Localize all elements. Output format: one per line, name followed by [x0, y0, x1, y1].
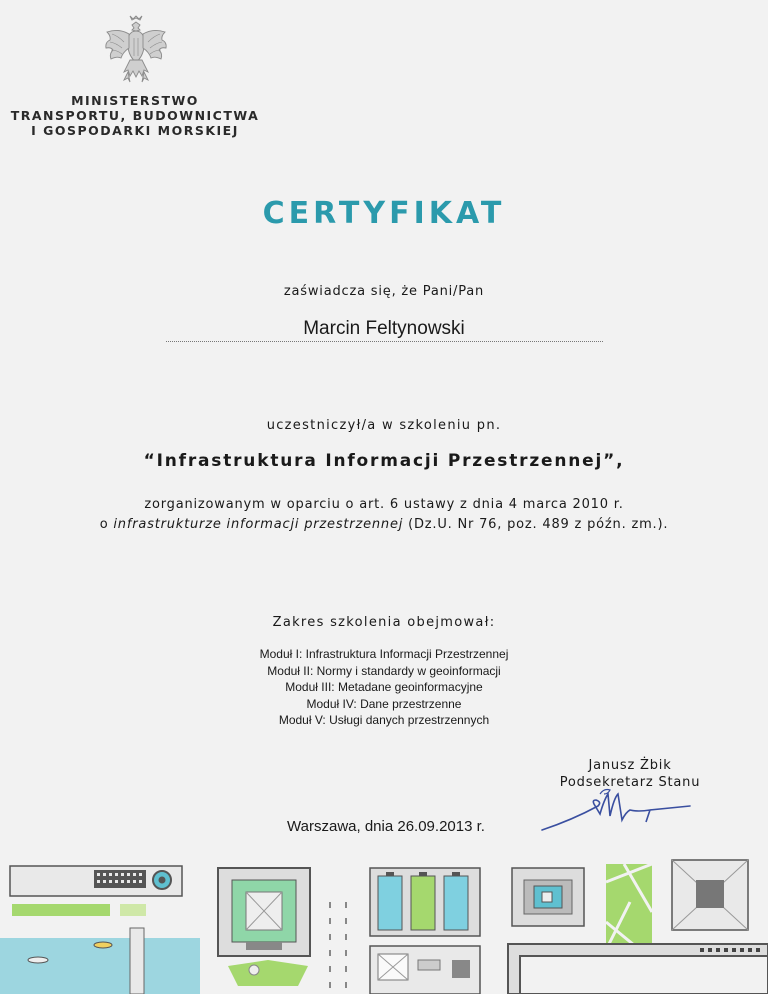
- scope-title: Zakres szkolenia obejmował:: [272, 615, 496, 630]
- legal-act-title: infrastrukturze informacji przestrzennej: [113, 517, 404, 532]
- module-item: Moduł I: Infrastruktura Informacji Przestrzennej: [259, 647, 509, 661]
- module-list: [0, 646, 768, 729]
- place-and-date: Warszawa, dnia 26.09.2013 r.: [287, 818, 485, 835]
- polish-eagle-emblem-icon: [102, 14, 170, 86]
- recipient-name: Marcin Feltynowski: [303, 318, 465, 339]
- intro-text: zaświadcza się, że Pani/Pan: [283, 284, 485, 299]
- module-item: Moduł II: Normy i standardy w geoinformacji: [267, 663, 501, 678]
- ministry-line-3: I GOSPODARKI MORSKIEJ: [31, 123, 239, 138]
- signer-name: Janusz Żbik: [588, 758, 672, 773]
- legal-basis-line-2: [0, 517, 768, 532]
- participation-text: uczestniczył/a w szkoleniu pn.: [266, 418, 502, 433]
- legal-basis-line-1: zorganizowanym w oparciu o art. 6 ustawy z dnia 4 marca 2010 r.: [144, 497, 624, 512]
- ministry-name: [0, 93, 270, 138]
- certificate-title: CERTYFIKAT: [262, 196, 506, 231]
- handwritten-signature: [540, 784, 720, 836]
- signer-position: Podsekretarz Stanu: [559, 775, 701, 790]
- module-item: Moduł III: Metadane geoinformacyjne: [285, 680, 483, 694]
- ministry-line-1: MINISTERSTWO: [71, 93, 199, 108]
- module-item: Moduł V: Usługi danych przestrzennych: [278, 713, 490, 727]
- decorative-site-plan-footer: [0, 842, 768, 994]
- course-title: “Infrastruktura Informacji Przestrzennej”,: [143, 451, 625, 471]
- module-item: Moduł IV: Dane przestrzenne: [306, 696, 462, 711]
- name-dotted-line: [166, 341, 603, 342]
- legal-prefix: o: [99, 517, 114, 532]
- ministry-line-2: TRANSPORTU, BUDOWNICTWA: [10, 108, 260, 123]
- legal-suffix: (Dz.U. Nr 76, poz. 489 z późn. zm.).: [403, 517, 669, 532]
